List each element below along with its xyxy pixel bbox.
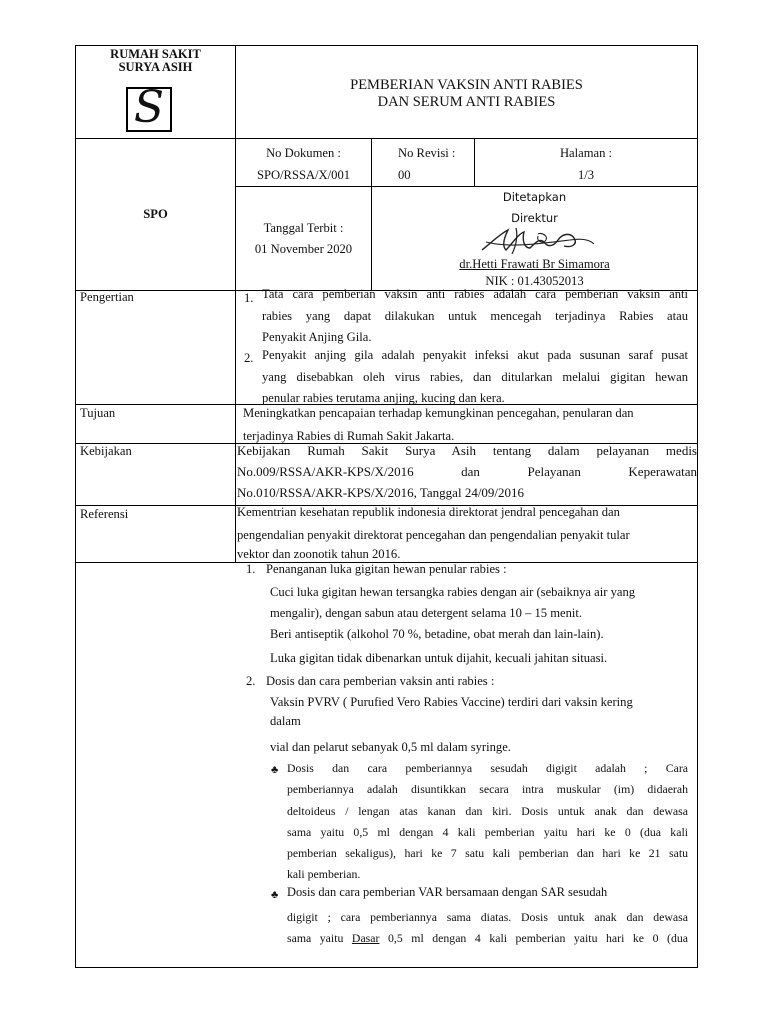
pengertian-label: Pengertian <box>80 290 134 304</box>
referensi-label: Referensi <box>80 507 129 521</box>
tanggal-terbit-label: Tanggal Terbit : <box>263 221 344 235</box>
prosedur-item-2-title: Dosis dan cara pemberian vaksin anti rabies : <box>266 674 495 688</box>
referensi-line-3: vektor dan zoonotik tahun 2016. <box>237 547 401 561</box>
signer-nik: NIK : 01.43052013 <box>485 274 584 288</box>
text-line: Dosis dan cara pemberiannya sesudah digigit adalah ; Cara <box>287 761 688 775</box>
no-revisi-value: 00 <box>398 168 411 182</box>
text-fragment: sama yaitu <box>287 931 352 945</box>
referensi-line-2: pengendalian penyakit direktorat pencegahan dan pengendalian penyakit tular <box>237 528 630 542</box>
document-title-line-1: PEMBERIAN VAKSIN ANTI RABIES <box>350 77 583 93</box>
document-title-line-2: DAN SERUM ANTI RABIES <box>377 94 556 110</box>
halaman-label: Halaman : <box>559 146 613 160</box>
text-line: No.009/RSSA/AKR-KPS/X/2016 dan Pelayanan Keperawatan <box>237 464 697 479</box>
prosedur-item-2-number: 2. <box>246 674 256 688</box>
pengertian-item-1-text <box>262 284 688 349</box>
prosedur-item-2-line-2: dalam <box>270 714 301 728</box>
signer-name: dr.Hetti Frawati Br Simamora <box>459 257 610 271</box>
prosedur-item-1-line-1: Cuci luka gigitan hewan tersangka rabies dengan air (sebaiknya air yang <box>270 585 636 599</box>
no-revisi-label: No Revisi : <box>398 146 456 160</box>
text-line: rabies yang dapat dilakukan untuk mencegah terjadinya Rabies atau <box>262 308 688 323</box>
tujuan-line-2: terjadinya Rabies di Rumah Sakit Jakarta. <box>243 429 455 443</box>
club-bullet-icon: ♣ <box>271 764 279 776</box>
text-fragment: 0,5 ml dengan 4 kali pemberian yaitu hari ke 0 (dua <box>379 931 688 945</box>
direktur-label: Direktur <box>511 211 558 225</box>
underlined-word: Dasar <box>351 931 380 945</box>
prosedur-item-1-line-2: mengalir), dengan sabun atau detergent selama 10 – 15 menit. <box>270 606 583 620</box>
text-line: Kebijakan Rumah Sakit Surya Asih tentang dalam pelayanan medis <box>237 443 697 458</box>
text-line: yang disebabkan oleh virus rabies, dan ditularkan melalui gigitan hewan <box>262 369 688 384</box>
prosedur-item-1-number: 1. <box>246 562 256 576</box>
table-border-top <box>75 45 698 46</box>
hospital-name-line-1: RUMAH SAKIT <box>110 47 201 61</box>
section-divider <box>235 290 236 563</box>
prosedur-item-1-title: Penanganan luka gigitan hewan penular rabies : <box>266 562 507 576</box>
kebijakan-text <box>237 440 697 503</box>
text-line: pemberiannya adalah disuntikkan secara intra muskular (im) didaerah <box>287 782 688 797</box>
club-bullet-icon: ♣ <box>271 889 279 901</box>
pengertian-item-2-text <box>262 345 688 410</box>
spo-label: SPO <box>143 207 168 221</box>
text-line: No.010/RSSA/AKR-KPS/X/2016, Tanggal 24/09/2016 <box>237 485 525 500</box>
text-line <box>287 928 688 949</box>
text-line: kali pemberian. <box>287 867 361 882</box>
header-row-line <box>75 138 698 139</box>
text-line: Tata cara pemberian vaksin anti rabies adalah cara pemberian vaksin anti <box>262 287 688 301</box>
table-border-bottom <box>75 967 698 968</box>
text-line: deltoideus / lengan atas kanan dan kiri. Dosis untuk anak dan dewasa <box>287 803 688 818</box>
prosedur-item-2-line-1: Vaksin PVRV ( Purufied Vero Rabies Vaccine) terdiri dari vaksin kering <box>270 695 633 709</box>
text-line: Penyakit Anjing Gila. <box>262 330 372 344</box>
prosedur-item-2-line-3: vial dan pelarut sebanyak 0,5 ml dalam syringe. <box>270 740 511 754</box>
pengertian-item-1-number: 1. <box>244 291 254 305</box>
meta-row-line <box>235 186 698 187</box>
meta-divider-1 <box>371 138 372 186</box>
text-line: digigit ; cara pemberiannya sama diatas. Dosis untuk anak dan dewasa <box>287 910 688 924</box>
kebijakan-label: Kebijakan <box>80 444 132 458</box>
tujuan-label: Tujuan <box>80 406 116 420</box>
tujuan-line-1: Meningkatkan pencapaian terhadap kemungkinan pencegahan, penularan dan <box>243 406 634 420</box>
text-line: penular rabies terutama anjing, kucing dan kera. <box>262 391 505 405</box>
bullet-1-text <box>287 758 688 886</box>
no-dokumen-value: SPO/RSSA/X/001 <box>256 168 351 182</box>
bullet-2-line-1: Dosis dan cara pemberian VAR bersamaan dengan SAR sesudah <box>287 885 608 899</box>
no-dokumen-label: No Dokumen : <box>266 146 341 160</box>
table-border-right <box>697 45 698 968</box>
table-border-left <box>75 45 76 968</box>
text-line: pemberian sekaligus), hari ke 7 satu kali pemberian dan hari ke 21 satu <box>287 846 688 861</box>
hospital-logo <box>126 82 172 133</box>
text-line: Penyakit anjing gila adalah penyakit infeksi akut pada susunan saraf pusat <box>262 348 688 362</box>
tanggal-terbit-value: 01 November 2020 <box>254 242 353 256</box>
prosedur-item-1-line-3: Beri antiseptik (alkohol 70 %, betadine, obat merah dan lain-lain). <box>270 627 604 641</box>
text-line: sama yaitu 0,5 ml dengan 4 kali pemberian yaitu hari ke 0 (dua kali <box>287 824 688 839</box>
director-signature <box>478 224 598 258</box>
logo-letter: S <box>133 82 165 133</box>
halaman-value: 1/3 <box>577 168 595 182</box>
bullet-2-text <box>287 907 688 949</box>
hospital-name-line-2: SURYA ASIH <box>118 60 193 74</box>
referensi-line-1: Kementrian kesehatan republik indonesia direktorat jendral pencegahan dan <box>237 505 620 519</box>
prosedur-item-1-line-4: Luka gigitan tidak dibenarkan untuk dijahit, kecuali jahitan situasi. <box>270 651 608 665</box>
ditetapkan-label: Ditetapkan <box>502 190 567 204</box>
pengertian-item-2-number: 2. <box>244 351 254 365</box>
